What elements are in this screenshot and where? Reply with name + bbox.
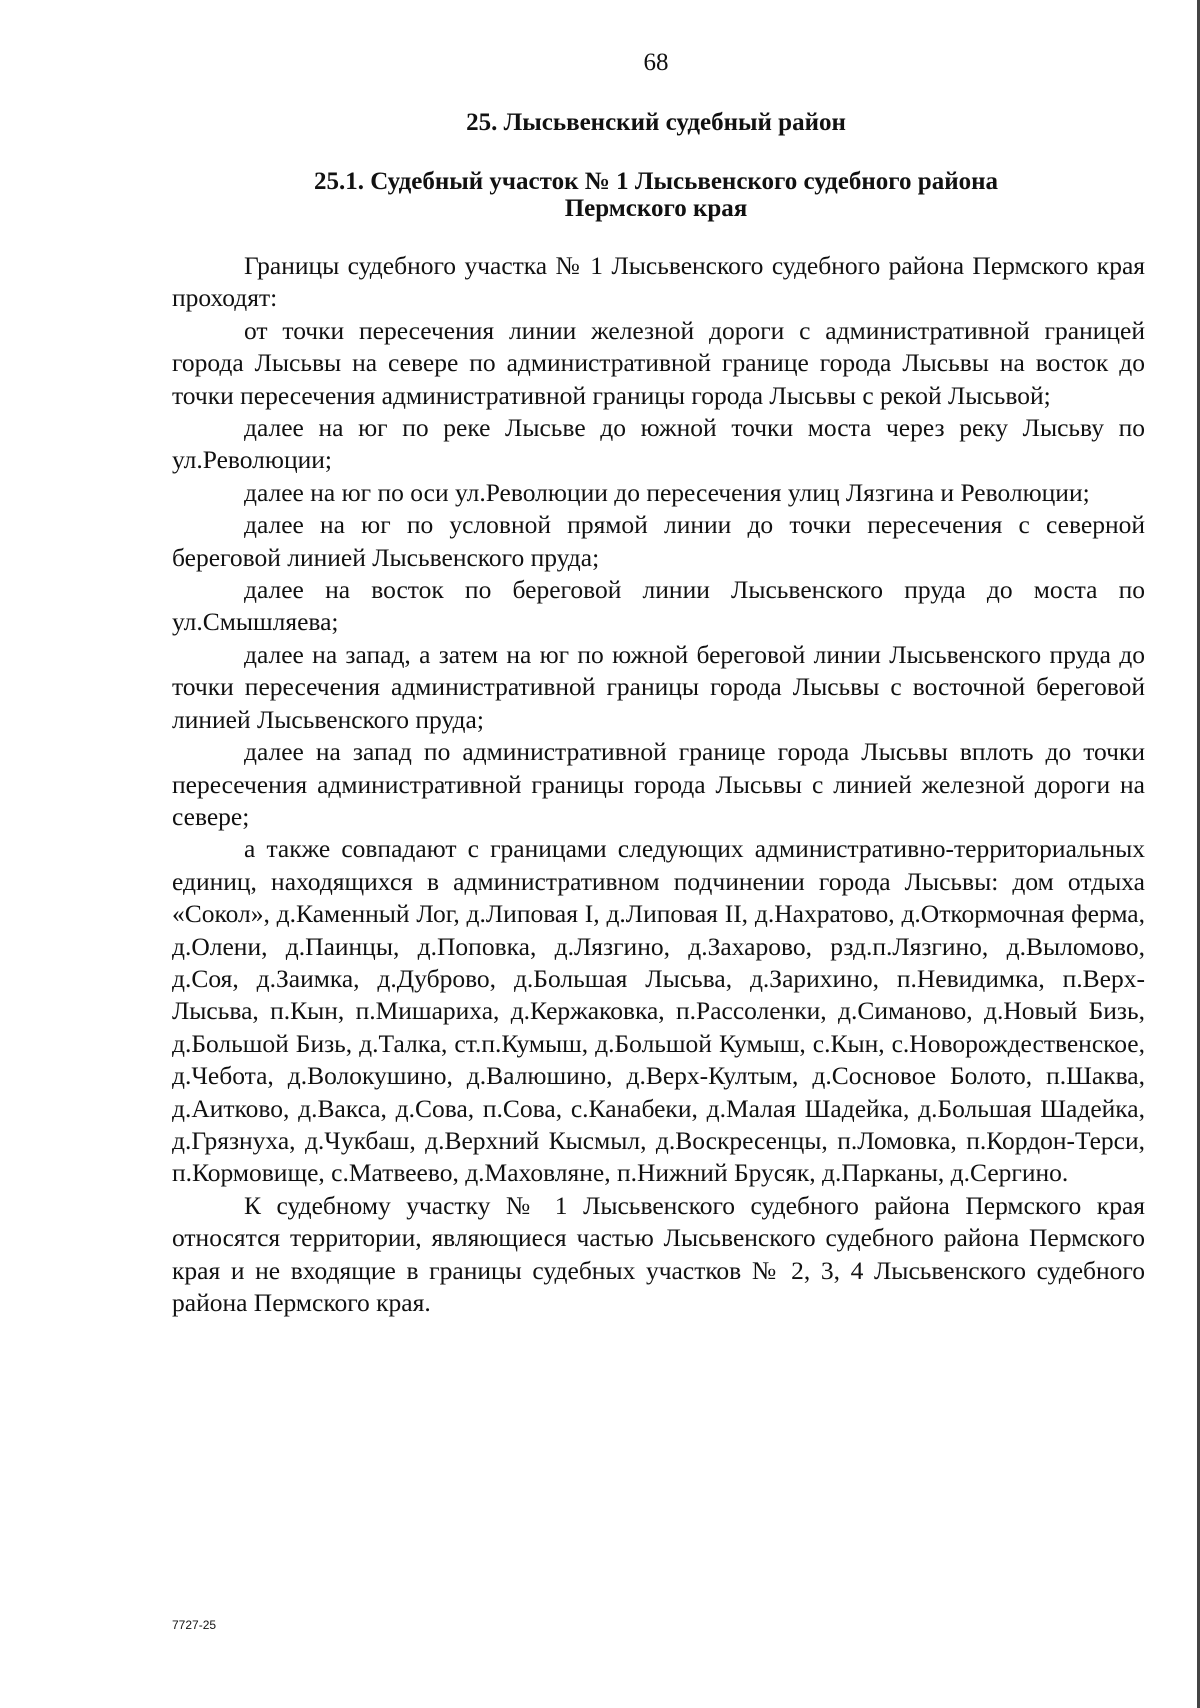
paragraph-boundary-west-border: далее на запад по административной границе города Лысьвы вплоть до точки пересечения административной границы города Лысьвы с линией железной дороги на севере;	[172, 737, 1145, 831]
paragraph-boundary-start: от точки пересечения линии железной дороги с административной границей города Лысьвы на севере по административной границе города Лысьвы на восток до точки пересечения административной границы города Лысьвы с рекой Лысьвой;	[172, 315, 1145, 410]
paragraph-boundary-south-river: далее на юг по реке Лысьве до южной точки моста через реку Лысьву по ул.Революции;	[172, 413, 1145, 475]
subsection-title-line-2: Пермского края	[564, 195, 748, 222]
page-number: 68	[643, 49, 669, 76]
paragraph-boundary-straight-line: далее на юг по условной прямой линии до точки пересечения с северной береговой линией Лысьвенского пруда;	[172, 510, 1145, 572]
paragraph-territories: К судебному участку № 1 Лысьвенского судебного района Пермского края относятся территории, являющиеся частью Лысьвенского судебного района Пермского края и не входящие в границы судебных участков № 2, 3, 4 Лысьвенского судебного района Пермского края.	[172, 1190, 1145, 1317]
paragraph-boundary-west-south-shore: далее на запад, а затем на юг по южной береговой линии Лысьвенского пруда до точки пересечения административной границы города Лысьвы с восточной береговой линией Лысьвенского пруда;	[172, 639, 1145, 734]
document-code: 7727-25	[172, 1618, 217, 1632]
body-text	[172, 250, 1145, 1319]
paragraph-boundary-revolution-street: далее на юг по оси ул.Революции до пересечения улиц Лязгина и Революции;	[244, 477, 1090, 507]
section-title: 25. Лысьвенский судебный район	[466, 109, 846, 136]
paragraph-intro: Границы судебного участка № 1 Лысьвенского судебного района Пермского края проходят:	[172, 251, 1145, 313]
paragraph-boundary-east-shore: далее на восток по береговой линии Лысьвенского пруда до моста по ул.Смышляева;	[172, 575, 1145, 637]
subsection-title	[0, 168, 1200, 222]
subsection-title-line-1: 25.1. Судебный участок № 1 Лысьвенского судебного района	[314, 168, 998, 195]
paragraph-settlements-list: а также совпадают с границами следующих административно-территориальных единиц, находящихся в административном подчинении города Лысьвы: дом отдыха «Сокол», д.Каменный Лог, д.Липовая I, д.Липовая II, д.Нахратово, д.Откормочная ферма, д.Олени, д.Паинцы, д.Поповка, д.Лязгино, д.Захарово, рзд.п.Лязгино, д.Выломово, д.Соя, д.Заимка, д.Дуброво, д.Большая Лысьва, д.Зарихино, п.Невидимка, п.Верх-Лысьва, п.Кын, п.Мишариха, д.Кержаковка, п.Рассоленки, д.Симаново, д.Новый Бизь, д.Большой Бизь, д.Талка, ст.п.Кумыш, д.Большой Кумыш, с.Кын, с.Новорождественское, д.Чебота, д.Волокушино, д.Валюшино, д.Верх-Култым, д.Сосновое Болото, п.Шаква, д.Аитково, д.Вакса, д.Сова, п.Сова, с.Канабеки, д.Малая Шадейка, д.Большая Шадейка, д.Грязнуха, д.Чукбаш, д.Верхний Кысмыл, д.Воскресенцы, п.Ломовка, п.Кордон-Терси, п.Кормовище, с.Матвеево, д.Маховляне, п.Нижний Брусяк, д.Парканы, д.Сергино.	[172, 834, 1145, 1188]
